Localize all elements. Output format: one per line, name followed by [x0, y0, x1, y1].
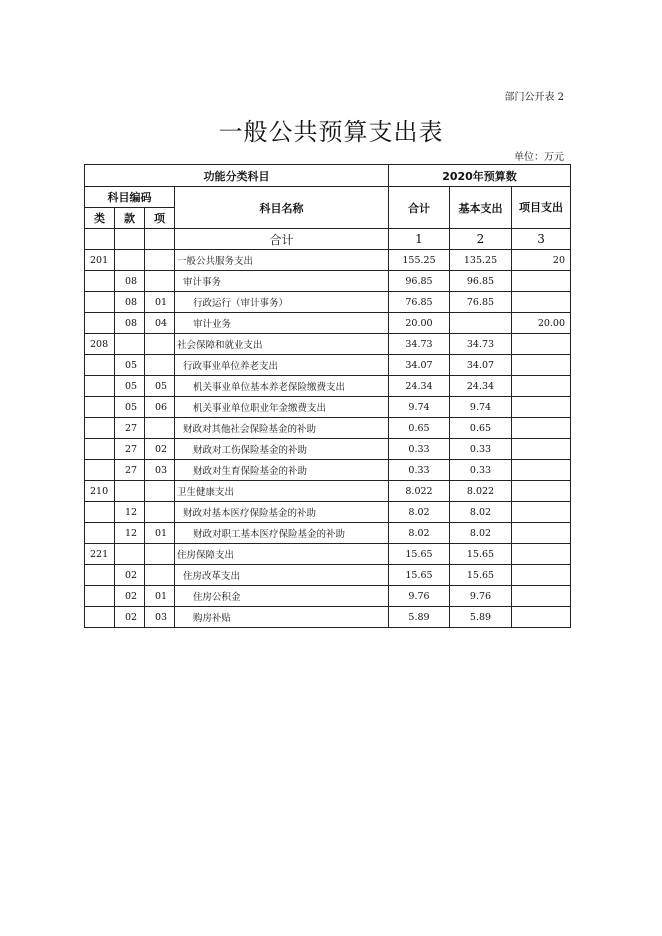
subject-code-header: 科目编码	[85, 187, 175, 208]
kuan-cell: 02	[115, 607, 145, 628]
table-row	[85, 439, 571, 460]
sum-row	[85, 229, 571, 250]
project-cell	[512, 355, 571, 376]
lei-cell: 221	[85, 544, 115, 565]
subject-name-cell: 住房公积金	[175, 586, 389, 607]
kuan-cell: 02	[115, 565, 145, 586]
total-cell: 96.85	[389, 271, 450, 292]
kuan-header: 款	[115, 208, 145, 229]
table-row	[85, 250, 571, 271]
xiang-cell	[145, 355, 175, 376]
lei-cell	[85, 355, 115, 376]
total-cell: 9.74	[389, 397, 450, 418]
kuan-cell	[115, 481, 145, 502]
total-cell: 34.07	[389, 355, 450, 376]
subject-name-cell: 财政对职工基本医疗保险基金的补助	[175, 523, 389, 544]
project-cell	[512, 523, 571, 544]
xiang-header: 项	[145, 208, 175, 229]
xiang-cell: 03	[145, 460, 175, 481]
project-cell	[512, 607, 571, 628]
kuan-cell: 12	[115, 523, 145, 544]
total-cell: 20.00	[389, 313, 450, 334]
xiang-cell: 06	[145, 397, 175, 418]
table-row	[85, 271, 571, 292]
project-cell: 20.00	[512, 313, 571, 334]
project-cell	[512, 481, 571, 502]
subject-name-cell: 卫生健康支出	[175, 481, 389, 502]
basic-cell: 76.85	[450, 292, 512, 313]
kuan-cell: 27	[115, 460, 145, 481]
basic-cell	[450, 313, 512, 334]
total-cell: 15.65	[389, 544, 450, 565]
kuan-cell: 02	[115, 586, 145, 607]
xiang-cell	[145, 271, 175, 292]
total-cell: 8.02	[389, 523, 450, 544]
lei-cell	[85, 586, 115, 607]
sum-index-3: 3	[512, 229, 571, 250]
xiang-cell	[145, 250, 175, 271]
table-row	[85, 586, 571, 607]
subject-name-cell: 审计事务	[175, 271, 389, 292]
form-number: 部门公开表 2	[504, 92, 564, 103]
table-row	[85, 607, 571, 628]
sum-index-2: 2	[450, 229, 512, 250]
project-cell	[512, 586, 571, 607]
kuan-cell: 12	[115, 502, 145, 523]
subject-name-cell: 行政事业单位养老支出	[175, 355, 389, 376]
total-cell: 34.73	[389, 334, 450, 355]
subject-name-cell: 行政运行（审计事务）	[175, 292, 389, 313]
budget-2020-header: 2020年预算数	[389, 165, 571, 187]
total-cell: 76.85	[389, 292, 450, 313]
kuan-cell: 05	[115, 355, 145, 376]
lei-cell	[85, 376, 115, 397]
project-cell	[512, 544, 571, 565]
table-row	[85, 565, 571, 586]
xiang-cell: 04	[145, 313, 175, 334]
subject-name-cell: 购房补贴	[175, 607, 389, 628]
basic-cell: 9.76	[450, 586, 512, 607]
xiang-cell	[145, 502, 175, 523]
subject-name-cell: 机关事业单位职业年金缴费支出	[175, 397, 389, 418]
table-row	[85, 397, 571, 418]
xiang-cell: 01	[145, 586, 175, 607]
basic-expenditure-header: 基本支出	[450, 187, 512, 229]
subject-name-cell: 一般公共服务支出	[175, 250, 389, 271]
basic-cell: 0.65	[450, 418, 512, 439]
lei-cell	[85, 565, 115, 586]
subject-name-cell: 审计业务	[175, 313, 389, 334]
lei-cell: 210	[85, 481, 115, 502]
lei-cell	[85, 418, 115, 439]
total-cell: 5.89	[389, 607, 450, 628]
xiang-cell: 03	[145, 607, 175, 628]
xiang-cell	[145, 544, 175, 565]
total-cell: 0.33	[389, 460, 450, 481]
lei-cell: 208	[85, 334, 115, 355]
basic-cell: 15.65	[450, 544, 512, 565]
basic-cell: 135.25	[450, 250, 512, 271]
total-cell: 0.65	[389, 418, 450, 439]
project-cell	[512, 502, 571, 523]
project-expenditure-header: 项目支出	[512, 187, 571, 229]
lei-cell	[85, 502, 115, 523]
project-cell	[512, 292, 571, 313]
total-cell: 15.65	[389, 565, 450, 586]
lei-cell	[85, 292, 115, 313]
subject-name-cell: 机关事业单位基本养老保险缴费支出	[175, 376, 389, 397]
kuan-cell: 08	[115, 313, 145, 334]
sum-index-1: 1	[389, 229, 450, 250]
table-row	[85, 418, 571, 439]
functional-classification-header: 功能分类科目	[85, 165, 389, 187]
kuan-cell: 08	[115, 292, 145, 313]
xiang-cell: 02	[145, 439, 175, 460]
project-cell	[512, 376, 571, 397]
lei-cell	[85, 439, 115, 460]
unit-label: 单位：万元	[514, 152, 564, 163]
kuan-cell: 05	[115, 376, 145, 397]
xiang-cell: 05	[145, 376, 175, 397]
total-cell: 24.34	[389, 376, 450, 397]
basic-cell: 24.34	[450, 376, 512, 397]
kuan-cell: 27	[115, 418, 145, 439]
lei-cell	[85, 607, 115, 628]
subject-name-cell: 财政对基本医疗保险基金的补助	[175, 502, 389, 523]
subject-name-cell: 财政对生育保险基金的补助	[175, 460, 389, 481]
lei-cell	[85, 397, 115, 418]
subject-name-header: 科目名称	[175, 187, 389, 229]
table-row	[85, 460, 571, 481]
basic-cell: 9.74	[450, 397, 512, 418]
project-cell	[512, 418, 571, 439]
lei-header: 类	[85, 208, 115, 229]
sum-label: 合计	[175, 229, 389, 250]
xiang-cell: 01	[145, 292, 175, 313]
total-cell: 0.33	[389, 439, 450, 460]
subject-name-cell: 社会保障和就业支出	[175, 334, 389, 355]
total-cell: 155.25	[389, 250, 450, 271]
lei-cell	[85, 271, 115, 292]
table-row	[85, 292, 571, 313]
basic-cell: 96.85	[450, 271, 512, 292]
project-cell	[512, 397, 571, 418]
subject-name-cell: 财政对其他社会保险基金的补助	[175, 418, 389, 439]
kuan-cell	[115, 250, 145, 271]
lei-cell	[85, 523, 115, 544]
project-cell	[512, 565, 571, 586]
xiang-cell	[145, 418, 175, 439]
basic-cell: 15.65	[450, 565, 512, 586]
table-row	[85, 376, 571, 397]
kuan-cell: 08	[115, 271, 145, 292]
subject-name-cell: 财政对工伤保险基金的补助	[175, 439, 389, 460]
total-header: 合计	[389, 187, 450, 229]
basic-cell: 0.33	[450, 439, 512, 460]
table-row	[85, 544, 571, 565]
page-title: 一般公共预算支出表	[218, 118, 444, 146]
table-row	[85, 355, 571, 376]
table-row	[85, 502, 571, 523]
project-cell: 20	[512, 250, 571, 271]
project-cell	[512, 439, 571, 460]
basic-cell: 8.022	[450, 481, 512, 502]
xiang-cell	[145, 565, 175, 586]
budget-expenditure-table	[84, 164, 571, 628]
lei-cell	[85, 313, 115, 334]
xiang-cell	[145, 481, 175, 502]
basic-cell: 5.89	[450, 607, 512, 628]
table-row	[85, 334, 571, 355]
table-row	[85, 313, 571, 334]
kuan-cell: 27	[115, 439, 145, 460]
project-cell	[512, 334, 571, 355]
kuan-cell	[115, 544, 145, 565]
xiang-cell: 01	[145, 523, 175, 544]
basic-cell: 34.73	[450, 334, 512, 355]
kuan-cell: 05	[115, 397, 145, 418]
table-row	[85, 481, 571, 502]
basic-cell: 0.33	[450, 460, 512, 481]
total-cell: 8.02	[389, 502, 450, 523]
xiang-cell	[145, 334, 175, 355]
project-cell	[512, 460, 571, 481]
lei-cell: 201	[85, 250, 115, 271]
kuan-cell	[115, 334, 145, 355]
subject-name-cell: 住房保障支出	[175, 544, 389, 565]
total-cell: 8.022	[389, 481, 450, 502]
table-row	[85, 523, 571, 544]
project-cell	[512, 271, 571, 292]
lei-cell	[85, 460, 115, 481]
subject-name-cell: 住房改革支出	[175, 565, 389, 586]
basic-cell: 8.02	[450, 523, 512, 544]
total-cell: 9.76	[389, 586, 450, 607]
basic-cell: 8.02	[450, 502, 512, 523]
basic-cell: 34.07	[450, 355, 512, 376]
